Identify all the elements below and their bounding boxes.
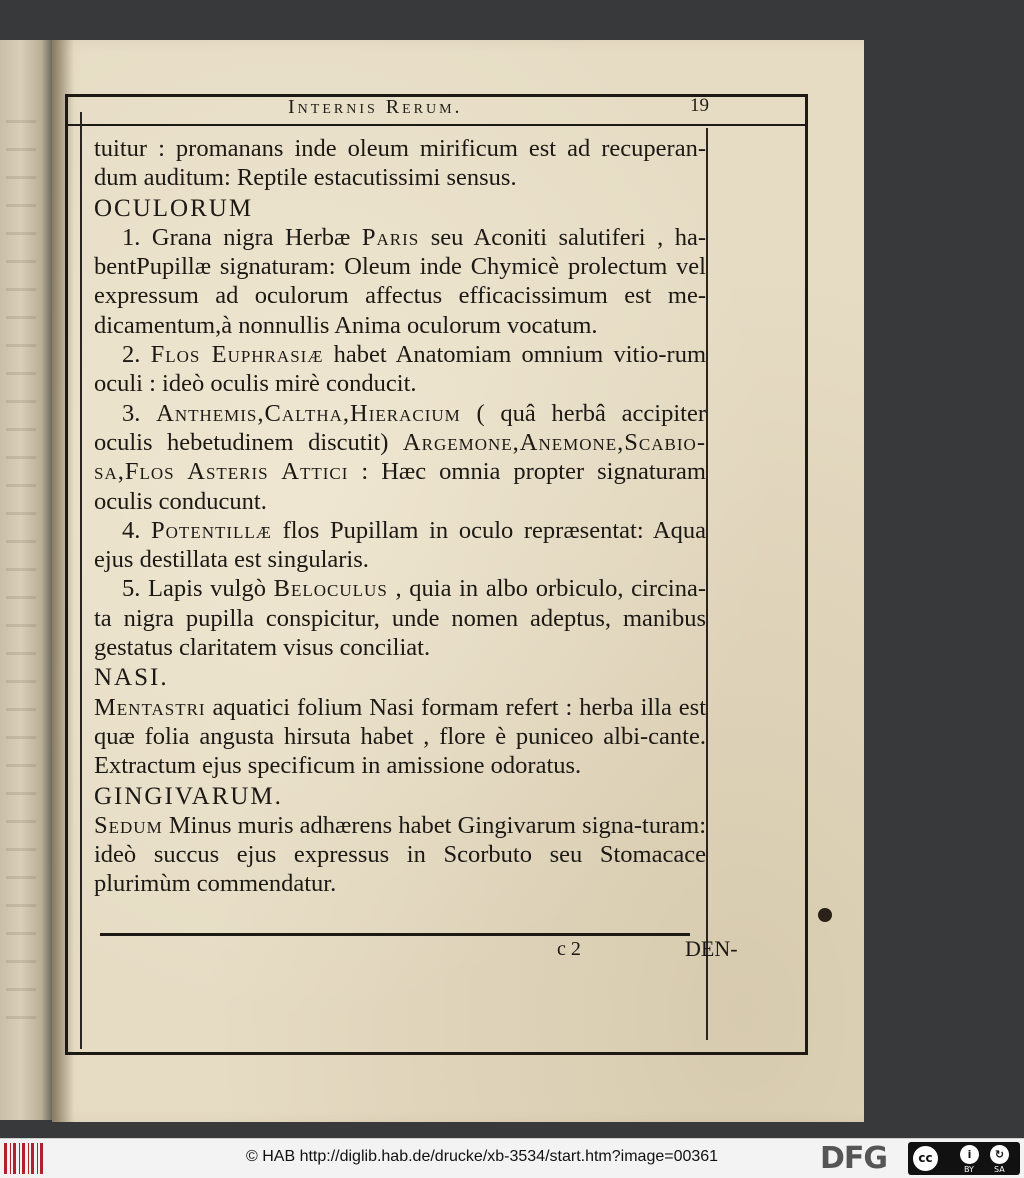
sa-label: SA [994,1165,1005,1174]
by-label: BY [964,1165,974,1174]
paragraph-item-4: 4. Potentillæ flos Pupillam in oculo repræsentat: Aqua ejus destillata est singularis. [94,516,707,574]
ink-spot [818,908,832,922]
by-icon: i [960,1145,979,1164]
dfg-logo: DFG [820,1141,888,1176]
cc-icon: cc [911,1144,940,1173]
bottom-rule [100,933,690,936]
catchword: DEN- [685,936,738,961]
sa-icon: ↻ [990,1145,1009,1164]
paragraph-item-1: 1. Grana nigra Herbæ Paris seu Aconiti salutiferi , ha-bentPupillæ signaturam: Oleum inde Chymicè prolectum vel expressum ad oculorum affectus efficacissimum est me-dicamentum,à nonnullis Anima oculorum vocatum. [94,223,706,339]
cc-license-badge[interactable] [908,1142,1020,1175]
heading-gingivarum: GINGIVARUM. [94,782,283,810]
paragraph-item-2: 2. Flos Euphrasiæ habet Anatomiam omnium vitio-rum oculi : ideò oculis mirè conducit. [94,341,707,398]
hab-barcode-icon [4,1143,44,1174]
paragraph-item-3: 3. Anthemis,Caltha,Hieracium ( quâ herbâ accipiter oculis hebetudinem discutit) Argemone,Anemone,Scabio-sa,Flos Asteris Attici : Hæc omnia propter signaturam oculis conducunt. [94,399,706,515]
page-number: 19 [690,95,709,116]
heading-oculorum: OCULORUM [94,194,254,222]
credit-link[interactable]: © HAB http://diglib.hab.de/drucke/xb-3534/start.htm?image=00361 [246,1148,719,1165]
running-head: Internis Rerum. [288,96,463,118]
signature-mark: c 2 [557,938,581,960]
previous-page-edge [0,40,52,1120]
heading-nasi: NASI. [94,664,169,692]
text-line: tuitur : promanans inde oleum mirificum est ad recuperan- dum auditum: Reptile estacutissimi sensus. [94,135,706,192]
paragraph-gingivarum: Sedum Minus muris adhærens habet Gingivarum signa-turam: ideò succus ejus expressus in Scorbuto seu Stomacace plurimùm commendatur. [94,811,706,898]
inner-frame-right [706,128,708,1040]
credit-bar [0,1138,1024,1178]
paragraph-nasi: Mentastri aquatici folium Nasi formam refert : herba illa est quæ folia angusta hirsuta habet , flore è puniceo albi-cante. Extractum ejus specificum in amissione odoratus. [94,693,706,780]
paragraph-item-5: 5. Lapis vulgò Beloculus , quia in albo orbiculo, circina-ta nigra pupilla conspicitur, unde nomen adeptus, manibus gestatus claritatem visus conciliat. [94,575,706,662]
body-text [94,134,706,899]
